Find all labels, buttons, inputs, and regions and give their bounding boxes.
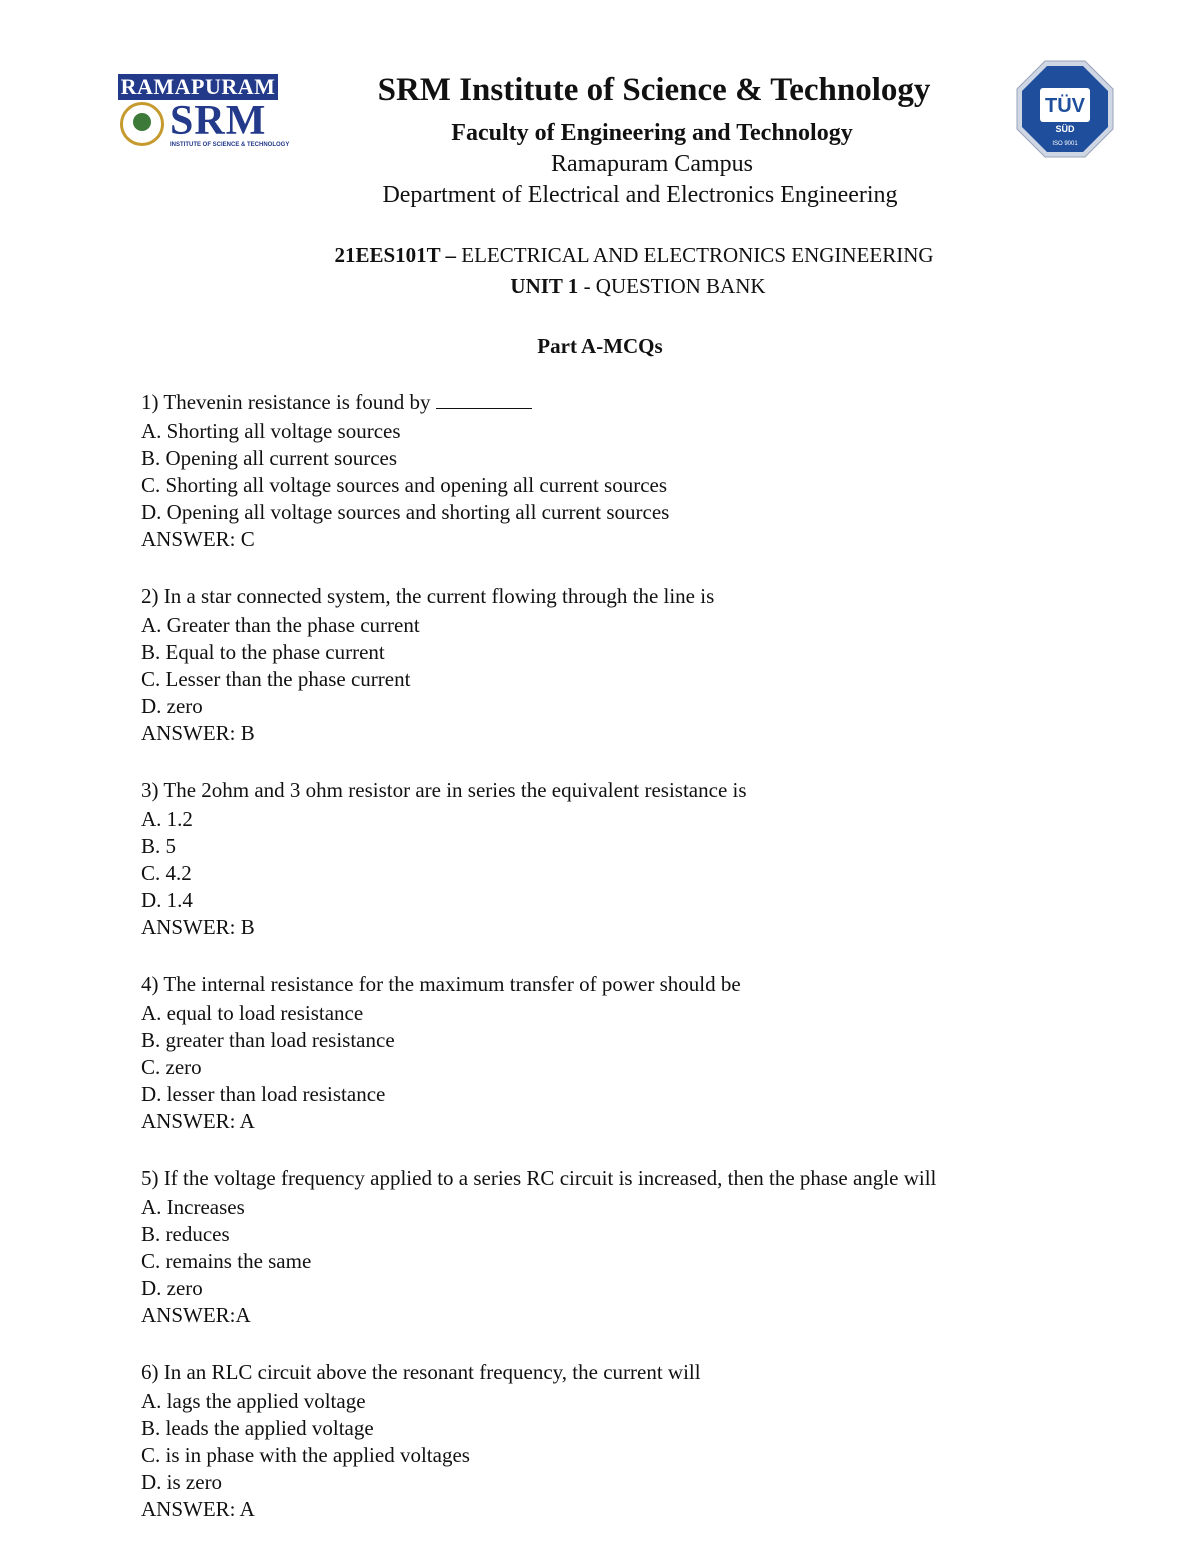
institute-title: SRM Institute of Science & Technology xyxy=(377,72,931,108)
question-text: 5) If the voltage frequency applied to a series RC circuit is increased, then the phase angle will xyxy=(141,1166,937,1190)
option: C. remains the same xyxy=(141,1249,312,1273)
unit-suffix: - QUESTION BANK xyxy=(578,274,766,298)
question-text: 6) In an RLC circuit above the resonant frequency, the current will xyxy=(141,1360,701,1384)
option: B. 5 xyxy=(141,834,177,858)
option: D. zero xyxy=(141,1276,203,1300)
option: B. leads the applied voltage xyxy=(141,1416,374,1440)
campus-name: Ramapuram Campus xyxy=(551,151,753,177)
option: B. Opening all current sources xyxy=(141,446,398,470)
question xyxy=(141,386,1101,553)
unit-label: UNIT 1 xyxy=(510,274,579,298)
question-list xyxy=(141,386,1101,1550)
logo-tagline: INSTITUTE OF SCIENCE & TECHNOLOGY xyxy=(170,142,290,148)
part-heading: Part A-MCQs xyxy=(537,334,663,358)
question-text: 3) The 2ohm and 3 ohm resistor are in series the equivalent resistance is xyxy=(141,778,747,802)
option: C. Shorting all voltage sources and opening all current sources xyxy=(141,473,668,497)
option: B. Equal to the phase current xyxy=(141,640,385,664)
question-text xyxy=(141,386,1101,418)
option: D. is zero xyxy=(141,1470,223,1494)
fill-in-blank xyxy=(436,390,532,409)
option: D. lesser than load resistance xyxy=(141,1082,386,1106)
faculty-name: Faculty of Engineering and Technology xyxy=(451,120,853,146)
sud-text: SÜD xyxy=(1055,124,1075,134)
option: C. zero xyxy=(141,1055,202,1079)
iso-text: ISO 9001 xyxy=(1052,141,1078,147)
option: C. 4.2 xyxy=(141,861,192,885)
question xyxy=(141,1356,1101,1523)
option: B. greater than load resistance xyxy=(141,1028,395,1052)
logo-banner: RAMAPURAM xyxy=(118,74,278,100)
logo-srm-text: SRM xyxy=(170,98,267,144)
option: A. equal to load resistance xyxy=(141,1001,364,1025)
answer: ANSWER: C xyxy=(141,527,255,551)
option: A. Greater than the phase current xyxy=(141,613,420,637)
option: D. zero xyxy=(141,694,203,718)
option: C. Lesser than the phase current xyxy=(141,667,411,691)
answer: ANSWER: B xyxy=(141,721,255,745)
question xyxy=(141,774,1101,941)
answer: ANSWER:A xyxy=(141,1303,251,1327)
option: A. 1.2 xyxy=(141,807,193,831)
department-name: Department of Electrical and Electronics Engineering xyxy=(382,182,898,208)
tuv-text: TÜV xyxy=(1045,95,1085,117)
course-code: 21EES101T – xyxy=(334,243,457,267)
question xyxy=(141,580,1101,747)
question xyxy=(141,1162,1101,1329)
answer: ANSWER: B xyxy=(141,915,255,939)
course-name: ELECTRICAL AND ELECTRONICS ENGINEERING xyxy=(461,243,934,267)
option: B. reduces xyxy=(141,1222,230,1246)
answer: ANSWER: A xyxy=(141,1497,255,1521)
option: C. is in phase with the applied voltages xyxy=(141,1443,470,1467)
option: A. Increases xyxy=(141,1195,245,1219)
option: A. Shorting all voltage sources xyxy=(141,419,401,443)
option: A. lags the applied voltage xyxy=(141,1389,366,1413)
unit-heading xyxy=(38,274,1200,299)
option: D. 1.4 xyxy=(141,888,193,912)
option: D. Opening all voltage sources and shorting all current sources xyxy=(141,500,670,524)
answer: ANSWER: A xyxy=(141,1109,255,1133)
question xyxy=(141,968,1101,1135)
question-text-content: 1) Thevenin resistance is found by xyxy=(141,390,431,414)
course-heading xyxy=(34,243,1200,268)
question-text: 2) In a star connected system, the current flowing through the line is xyxy=(141,584,715,608)
question-text: 4) The internal resistance for the maximum transfer of power should be xyxy=(141,972,741,996)
